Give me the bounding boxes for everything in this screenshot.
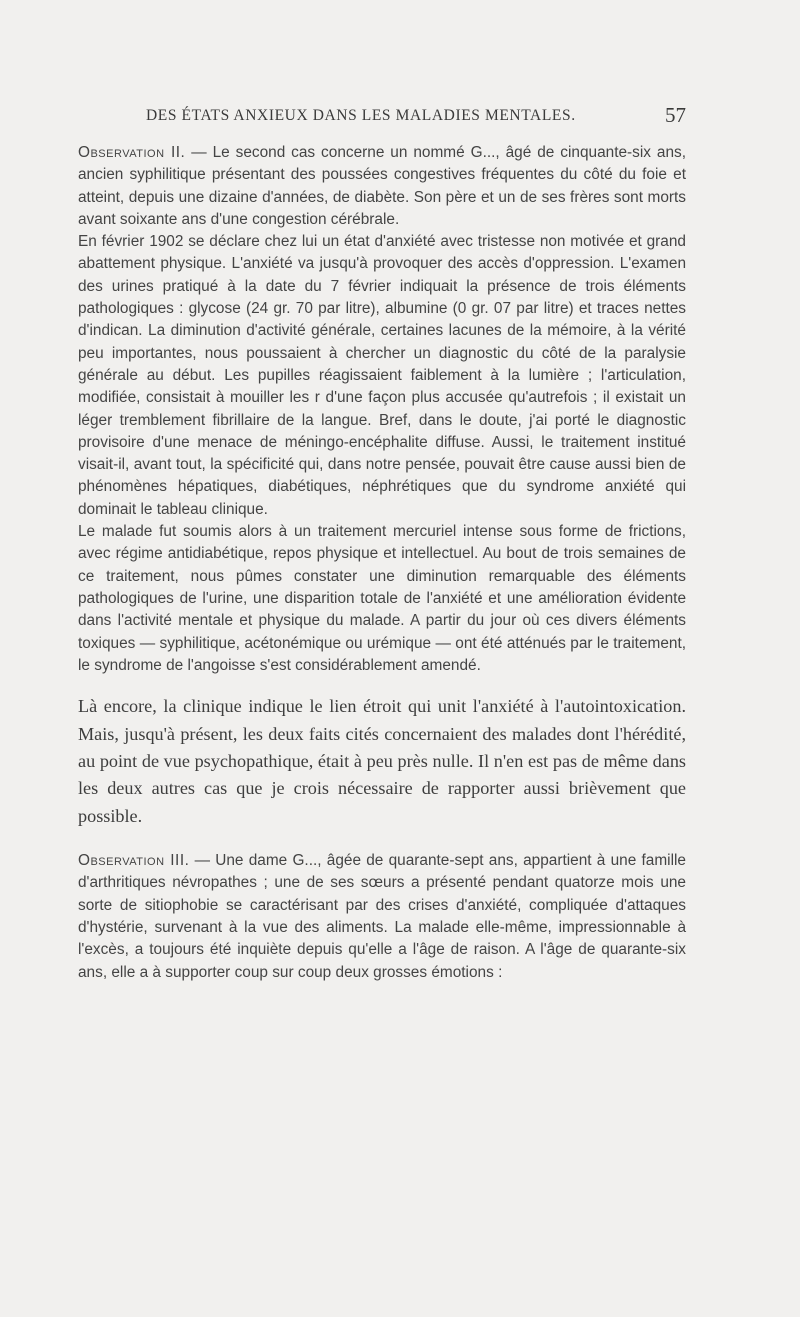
running-header	[146, 103, 686, 127]
observation-2-paragraph-2: En février 1902 se déclare chez lui un état d'anxiété avec tristesse non motivée et grand abattement physique. L'anxiété va jusqu'à provoquer des accès d'oppression. L'examen des urines pratiqué à la date du 7 février indiquait la présence de trois éléments pathologiques : glycose (24 gr. 70 par litre), albumine (0 gr. 07 par litre) et traces nettes d'indican. La diminution d'activité générale, certaines lacunes de la mémoire, à la vérité peu importantes, nous poussaient à chercher un diagnostic du côté de la paralysie générale au début. Les pupilles réagissaient faiblement à la lumière ; l'articulation, modifiée, consistait à mouiller les r d'une façon plus accusée qu'autrefois ; il existait un léger tremblement fibrillaire de la langue. Bref, dans le doute, j'ai porté le diagnostic provisoire d'une menace de méningo-encéphalite diffuse. Aussi, le traitement institué visait-il, avant tout, la spécificité qui, dans notre pensée, pouvait être cause aussi bien de phénomènes hépatiques, diabétiques, néphrétiques que du syndrome anxiété qui dominait le tableau clinique.	[78, 233, 686, 518]
observation-2	[78, 142, 686, 677]
running-title: DES ÉTATS ANXIEUX DANS LES MALADIES MENTALES.	[146, 107, 576, 124]
observation-3-paragraph-1	[78, 850, 686, 984]
main-text	[78, 693, 686, 830]
observation-2-label: Observation II.	[78, 144, 186, 161]
page-body	[78, 142, 686, 984]
observation-2-text-1: — Le second cas concerne un nommé G..., âgé de cinquante-six ans, ancien syphilitique présentant des poussées congestives fréquentes du côté du foie et atteint, depuis une dizaine d'années, de diabète. Son père et un de ses frères sont morts avant soixante ans d'une congestion cérébrale.	[78, 144, 686, 228]
observation-3-text-1: — Une dame G..., âgée de quarante-sept ans, appartient à une famille d'arthritiques névropathes ; une de ses sœurs a présenté pendant quatorze mois une sorte de sitiophobie se caractérisant par des crises d'anxiété, compliquée d'attaques d'hystérie, survenant à la vue des aliments. La malade elle-même, impressionnable à l'excès, a toujours été inquiète depuis qu'elle a l'âge de raison. A l'âge de quarante-six ans, elle a à supporter coup sur coup deux grosses émotions :	[78, 852, 686, 981]
observation-2-paragraph-1	[78, 142, 686, 231]
observation-2-paragraph-3: Le malade fut soumis alors à un traitement mercuriel intense sous forme de frictions, avec régime antidiabétique, repos physique et intellectuel. Au bout de trois semaines de ce traitement, nous pûmes constater une diminution remarquable des éléments pathologiques de l'urine, une disparition totale de l'anxiété et une amélioration évidente dans l'activité mentale et physique du malade. A partir du jour où ces divers éléments toxiques — syphilitique, acétonémique ou urémique — ont été atténués par le traitement, le syndrome de l'angoisse s'est considérablement amendé.	[78, 523, 686, 674]
page-number: 57	[665, 103, 686, 127]
observation-3	[78, 850, 686, 984]
observation-3-label: Observation III.	[78, 852, 190, 870]
main-paragraph: Là encore, la clinique indique le lien étroit qui unit l'anxiété à l'autointoxication. Mais, jusqu'à présent, les deux faits cités concernaient des malades dont l'hérédité, au point de vue psychopathique, était à peu près nulle. Il n'en est pas de même dans les deux autres cas que je crois nécessaire de rapporter aussi brièvement que possible.	[78, 696, 686, 826]
